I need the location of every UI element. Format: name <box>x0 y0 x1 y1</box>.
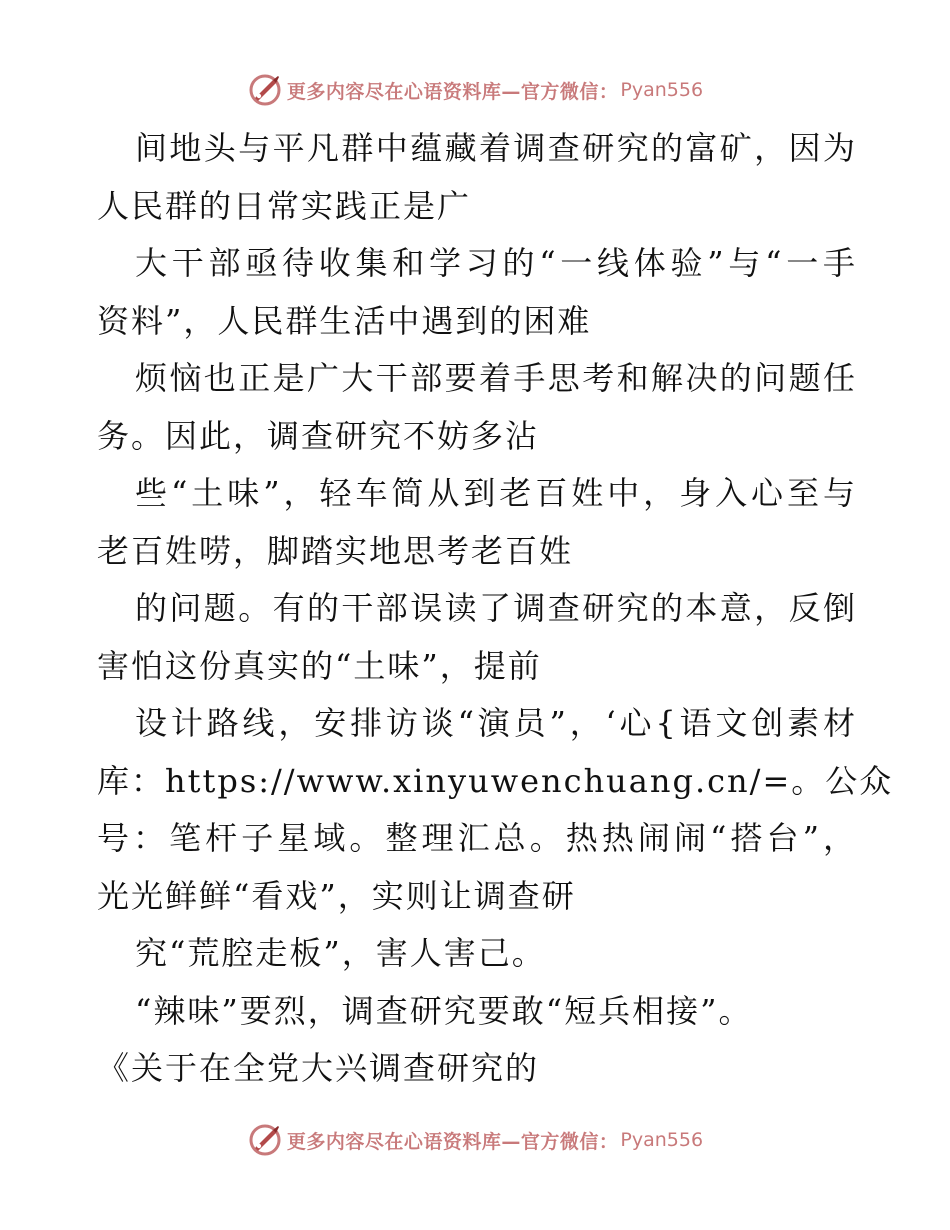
text-line-17: 《关于在全党大兴调查研究的 <box>97 1049 540 1087</box>
brand-logo-icon <box>247 1122 283 1158</box>
text-line-2: 人民群的日常实践正是广 <box>97 186 472 225</box>
header-watermark-banner <box>0 70 950 110</box>
footer-watermark-banner <box>0 1120 950 1160</box>
text-line-12: 库：https://www.xinyuwenchuang.cn/=。公众 <box>97 761 894 800</box>
text-line-3: 大干部亟待收集和学习的“一线体验”与“一手 <box>135 244 857 282</box>
text-line-9: 的问题。有的干部误读了调查研究的本意，反倒 <box>135 589 857 627</box>
text-line-16: “辣味”要烈，调查研究要敢“短兵相接”。 <box>135 991 753 1030</box>
banner-text: 更多内容尽在心语资料库—官方微信： <box>286 1130 619 1153</box>
text-line-10: 害怕这份真实的“土味”，提前 <box>97 646 542 685</box>
text-line-4: 资料”，人民群生活中遇到的困难 <box>97 301 592 340</box>
banner-text: 更多内容尽在心语资料库—官方微信： <box>286 80 619 103</box>
text-line-14: 光光鲜鲜“看戏”，实则让调查研 <box>97 876 576 915</box>
text-line-6: 务。因此，调查研究不妨多沾 <box>97 416 540 455</box>
text-line-1: 间地头与平凡群中蕴藏着调查研究的富矿，因为 <box>135 129 857 167</box>
text-line-7: 些“土味”，轻车简从到老百姓中，身入心至与 <box>135 474 857 512</box>
text-line-8: 老百姓唠，脚踏实地思考老百姓 <box>97 531 574 570</box>
text-line-13: 号：笔杆子星域。整理汇总。热热闹闹“搭台”， <box>97 819 857 857</box>
brand-logo-icon <box>247 72 283 108</box>
text-line-15: 究“荒腔走板”，害人害己。 <box>135 934 546 972</box>
text-line-11: 设计路线，安排访谈“演员”，‘心{语文创素材 <box>135 704 857 742</box>
banner-wechat-id: Pyan556 <box>620 79 704 101</box>
banner-wechat-id: Pyan556 <box>620 1129 704 1151</box>
document-body <box>97 120 894 1098</box>
text-line-5: 烦恼也正是广大干部要着手思考和解决的问题任 <box>135 359 857 397</box>
